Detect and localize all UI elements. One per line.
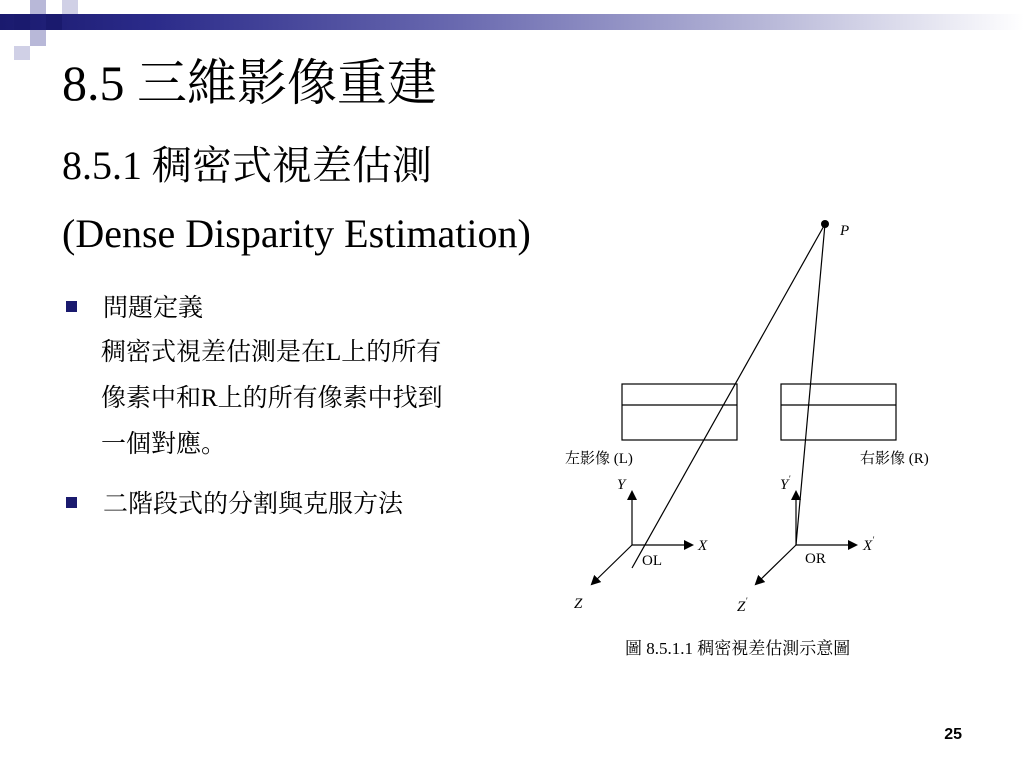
slide-subtitle: 8.5.1 稠密式視差估測 (62, 143, 432, 188)
header-square-decoration (30, 30, 46, 46)
bullet-square-icon (66, 301, 77, 312)
header-gradient-bar (0, 14, 1024, 30)
header-square-decoration (46, 14, 62, 30)
left-origin-label: OL (642, 553, 662, 569)
right-y-axis-label: Y' (780, 474, 791, 493)
stereo-disparity-diagram (540, 205, 980, 675)
left-z-axis (592, 545, 632, 584)
slide-title: 8.5 三維影像重建 (62, 55, 437, 111)
page-number: 25 (944, 726, 962, 743)
bullet-label: 問題定義 (103, 295, 204, 322)
header-square-decoration (62, 0, 78, 14)
right-image-plane (781, 384, 896, 440)
header-square-decoration (14, 14, 30, 30)
point-p-label: P (840, 223, 850, 239)
left-x-axis-label: X (698, 538, 708, 554)
right-z-axis (756, 545, 796, 584)
right-x-axis-label: X' (863, 535, 875, 554)
bullet-item (66, 484, 403, 520)
slide-subtitle-english: (Dense Disparity Estimation) (62, 211, 531, 256)
bullet-item (66, 288, 203, 324)
left-y-axis-label: Y (617, 477, 626, 493)
header-square-decoration (30, 0, 46, 14)
right-z-axis-label: Z' (737, 596, 748, 615)
right-origin-label: OR (805, 551, 826, 567)
bullet-square-icon (66, 497, 77, 508)
bullet-body-line: 像素中和R上的所有像素中找到 (101, 385, 443, 412)
left-z-axis-label: Z (574, 596, 583, 612)
right-image-label: 右影像 (R) (860, 451, 929, 467)
bullet-body-line: 一個對應。 (101, 431, 227, 458)
left-image-label: 左影像 (L) (565, 451, 633, 467)
bullet-label: 二階段式的分割與克服方法 (103, 491, 404, 518)
header-square-decoration (14, 46, 30, 60)
figure-caption: 圖 8.5.1.1 稠密視差估測示意圖 (625, 639, 851, 658)
bullet-body-line: 稠密式視差估測是在L上的所有 (101, 339, 442, 366)
